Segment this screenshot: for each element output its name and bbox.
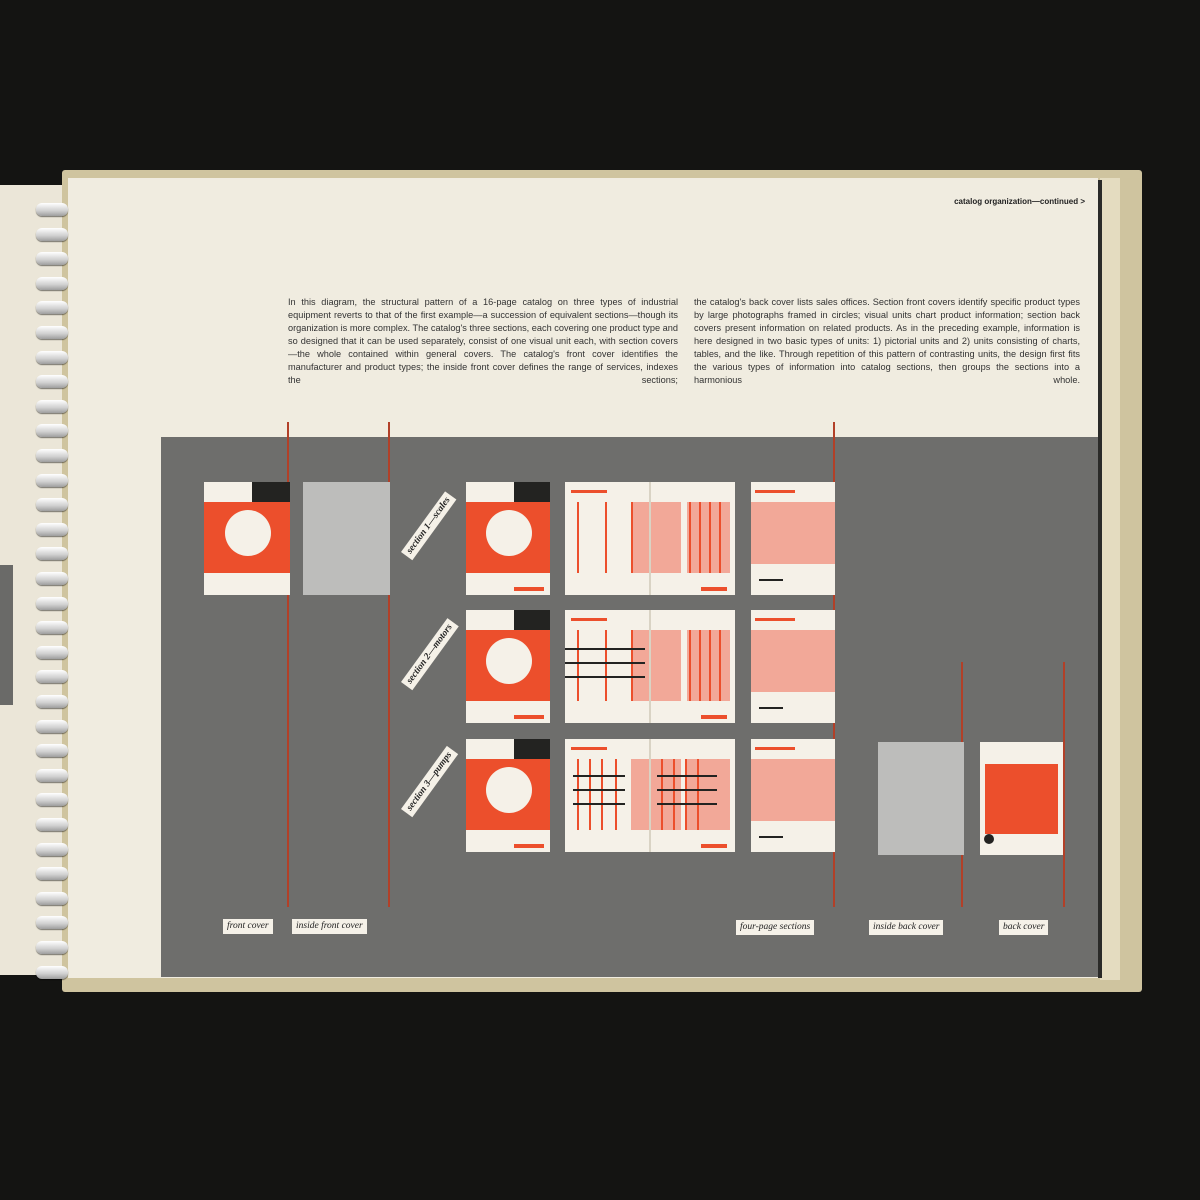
grid-line [631, 630, 633, 701]
section-label-2: section 2—motors [401, 618, 459, 690]
body-text-column-1: In this diagram, the structural pattern of a 16-page catalog on three types of industrial equipment reverts to that of the first example—a succession of equivalent sections—though its organization is more complex. The catalog's three sections, each covering one product type and so designed that it can be used separately, consist of one visual unit each, with section covers—the whole contained within general covers. The catalog's front cover identifies the manufacturer and product types; the inside front cover defines the range of services, indexes the sections; [288, 297, 678, 385]
spiral-ring [36, 547, 68, 560]
spiral-ring [36, 474, 68, 487]
photo-circle [486, 510, 532, 556]
section-1-spread-thumb [565, 482, 735, 595]
inside-back-cover-thumb [878, 742, 964, 855]
spiral-ring [36, 228, 68, 241]
label-four-page-sections: four-page sections [736, 920, 814, 935]
section-1-front-cover-thumb [466, 482, 550, 595]
chart-line [573, 789, 625, 791]
inside-front-cover-thumb [303, 482, 390, 595]
orange-bar [701, 844, 727, 848]
grid-line [689, 502, 691, 573]
left-page-gray-block [0, 565, 13, 705]
chart-line [565, 648, 645, 650]
grid-line [605, 502, 607, 573]
grid-line [589, 759, 591, 830]
grid-line [685, 759, 687, 830]
label-front-cover: front cover [223, 919, 273, 934]
spiral-ring [36, 646, 68, 659]
rule-back-cover [1063, 662, 1065, 907]
spiral-ring [36, 720, 68, 733]
spiral-ring [36, 818, 68, 831]
spiral-ring [36, 523, 68, 536]
orange-bar [755, 618, 795, 621]
spiral-ring [36, 498, 68, 511]
spiral-ring [36, 400, 68, 413]
orange-bar [571, 747, 607, 750]
spiral-ring [36, 572, 68, 585]
grid-line [577, 759, 579, 830]
grid-line [697, 759, 699, 830]
section-3-spread-thumb [565, 739, 735, 852]
section-2-front-cover-thumb [466, 610, 550, 723]
orange-bar [514, 844, 544, 848]
spiral-ring [36, 597, 68, 610]
chart-line [657, 803, 717, 805]
tint-panel [631, 502, 681, 573]
section-label-1: section 1—scales [401, 491, 457, 560]
label-inside-back-cover: inside back cover [869, 920, 943, 935]
grid-line [699, 630, 701, 701]
spiral-ring [36, 867, 68, 880]
spiral-ring [36, 769, 68, 782]
grid-line [577, 502, 579, 573]
section-2-spread-thumb [565, 610, 735, 723]
grid-line [631, 502, 633, 573]
grid-line [577, 630, 579, 701]
spiral-ring [36, 301, 68, 314]
gutter [649, 482, 651, 595]
spiral-ring [36, 843, 68, 856]
orange-bar [755, 747, 795, 750]
section-label-3: section 3—pumps [401, 746, 458, 817]
orange-bar [571, 618, 607, 621]
section-3-back-cover-thumb [751, 739, 835, 852]
tint-panel [751, 502, 835, 564]
black-block [514, 482, 550, 502]
gutter [649, 610, 651, 723]
grid-line [689, 630, 691, 701]
chart-line [573, 775, 625, 777]
gutter [649, 739, 651, 852]
chart-line [573, 803, 625, 805]
spiral-ring [36, 203, 68, 216]
running-head: catalog organization—continued > [954, 197, 1085, 206]
orange-bar [514, 715, 544, 719]
orange-bar [755, 490, 795, 493]
label-back-cover: back cover [999, 920, 1048, 935]
text-rule [759, 836, 783, 838]
book-board-edge [1100, 178, 1120, 980]
spiral-ring [36, 695, 68, 708]
grid-line [699, 502, 701, 573]
spiral-ring [36, 744, 68, 757]
section-1-back-cover-thumb [751, 482, 835, 595]
label-inside-front-cover: inside front cover [292, 919, 367, 934]
chart-line [657, 789, 717, 791]
back-cover-thumb [980, 742, 1063, 855]
grid-line [709, 630, 711, 701]
spiral-ring [36, 424, 68, 437]
grid-line [719, 630, 721, 701]
orange-bar [514, 587, 544, 591]
spiral-ring [36, 375, 68, 388]
spiral-ring [36, 621, 68, 634]
grid-line [673, 759, 675, 830]
spiral-ring [36, 793, 68, 806]
orange-bar [701, 715, 727, 719]
spiral-ring [36, 277, 68, 290]
tint-panel [631, 630, 681, 701]
front-cover-thumb [204, 482, 290, 595]
grid-line [605, 630, 607, 701]
body-text-column-2: the catalog's back cover lists sales offices. Section front covers identify specific product types by large photographs framed in circles; visual units chart product information; section back covers present information on related products. As in the preceding example, information is here designed in two basic types of units: 1) pictorial units and 2) units consisting of charts, tables, and the like. Through repetition of this pattern of contrasting units, the design first fits the various types of information into catalog sections, then groups the sections into a harmonious whole. [694, 297, 1080, 385]
tint-panel [687, 759, 730, 830]
grid-line [601, 759, 603, 830]
photo-circle [486, 767, 532, 813]
section-2-back-cover-thumb [751, 610, 835, 723]
spiral-ring [36, 916, 68, 929]
chart-line [565, 676, 645, 678]
section-3-front-cover-thumb [466, 739, 550, 852]
photo-circle [486, 638, 532, 684]
chart-line [565, 662, 645, 664]
text-rule [759, 579, 783, 581]
orange-bar [701, 587, 727, 591]
spiral-ring [36, 449, 68, 462]
spiral-ring [36, 351, 68, 364]
spiral-ring [36, 252, 68, 265]
black-block [514, 610, 550, 630]
orange-bar [571, 490, 607, 493]
spiral-ring [36, 941, 68, 954]
spiral-ring [36, 670, 68, 683]
grid-line [719, 502, 721, 573]
grid-line [709, 502, 711, 573]
catalog-structure-diagram [161, 437, 1098, 977]
spiral-ring [36, 966, 68, 979]
black-block [514, 739, 550, 759]
spiral-ring [36, 892, 68, 905]
tint-panel [751, 630, 835, 692]
spiral-ring [36, 326, 68, 339]
tint-panel [751, 759, 835, 821]
grid-line [615, 759, 617, 830]
chart-line [657, 775, 717, 777]
grid-line [661, 759, 663, 830]
text-rule [759, 707, 783, 709]
